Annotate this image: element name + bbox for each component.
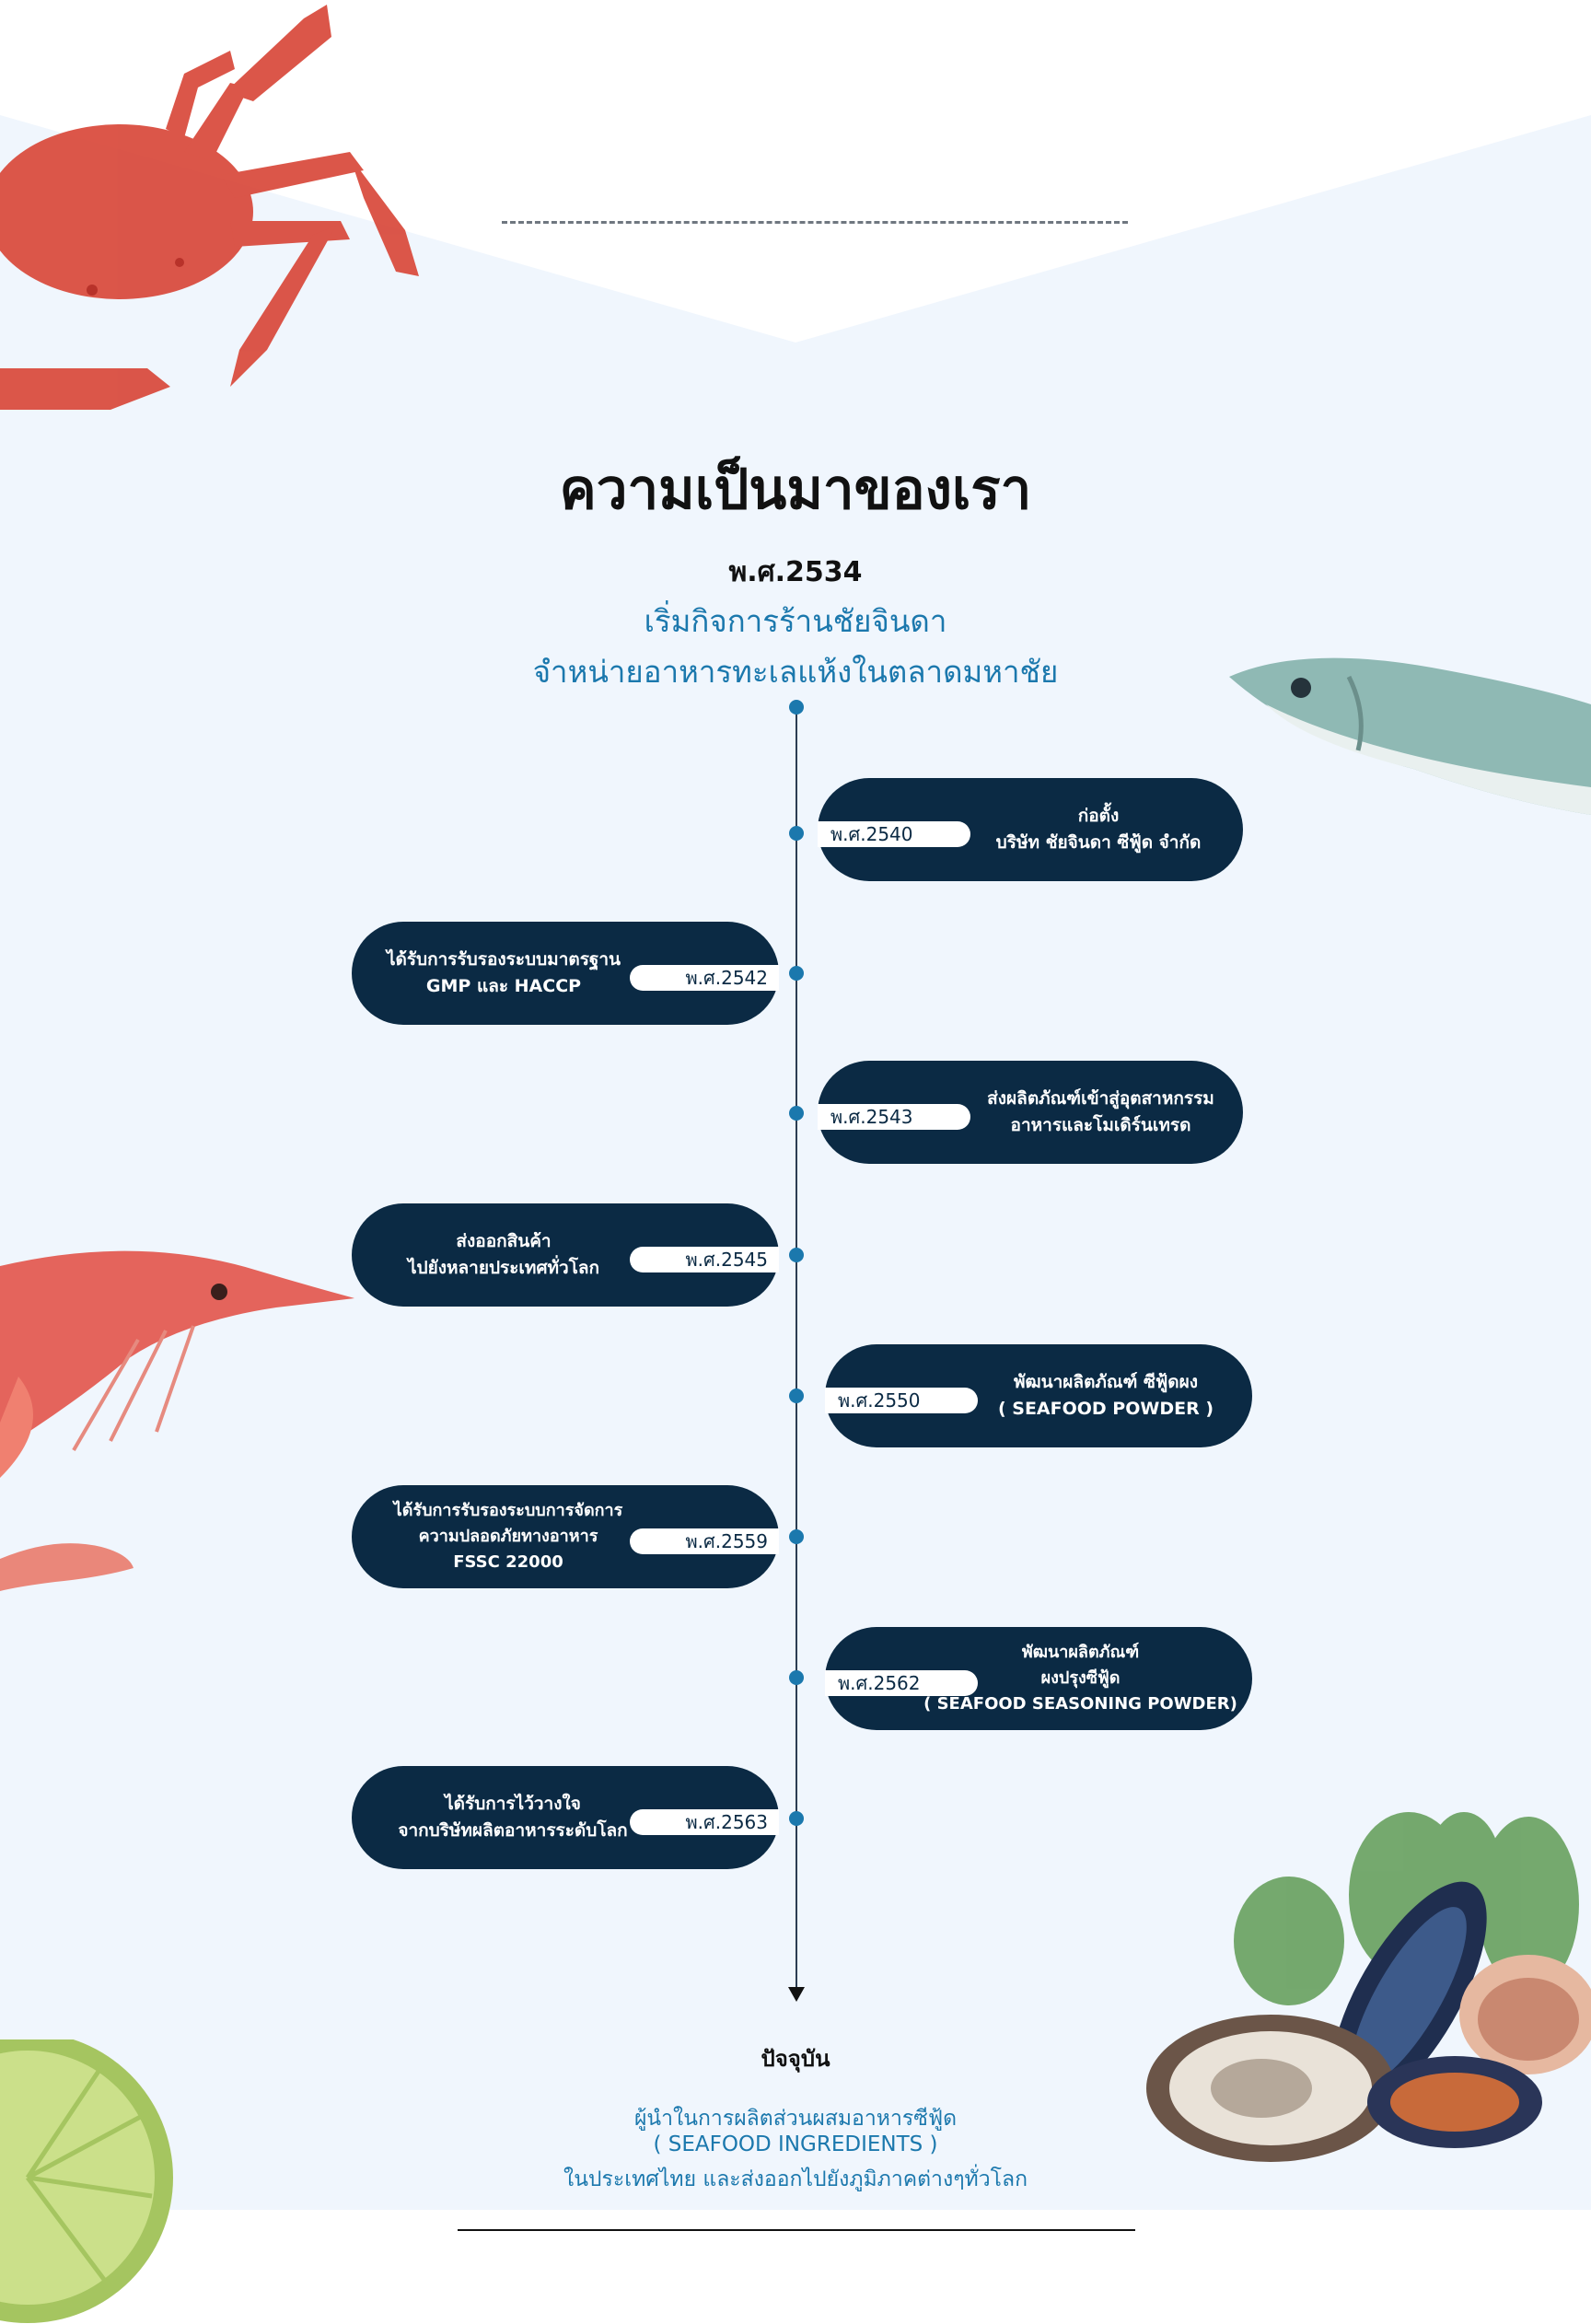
timeline-dot — [789, 1389, 804, 1403]
milestone-line: ผงปรุงซีฟู้ด — [1040, 1668, 1121, 1688]
milestone-line: ความปลอดภัยทางอาหาร — [418, 1527, 598, 1546]
milestone-text — [379, 1485, 637, 1588]
milestone-text — [981, 1344, 1230, 1447]
milestone-line: ก่อตั้ง — [1077, 806, 1120, 826]
present-line-3: ในประเทศไทย และส่งออกไปยังภูมิภาคต่างๆทั่วโลก — [563, 2167, 1028, 2191]
timeline-dot — [789, 1670, 804, 1685]
present-line-1: ผู้นำในการผลิตส่วนผสมอาหารซีฟู้ด — [633, 2107, 958, 2131]
milestone-line: อาหารและโมเดิร์นเทรด — [1010, 1115, 1191, 1135]
present-label: ปัจจุบัน — [761, 2046, 830, 2072]
timeline-dot — [789, 1248, 804, 1262]
milestone-year: พ.ศ.2559 — [630, 1528, 779, 1554]
milestone-text — [970, 1061, 1232, 1164]
shrimp-illustration — [0, 1238, 359, 1478]
milestone-line: ได้รับการรับรองระบบมาตรฐาน — [386, 949, 621, 970]
milestone-card — [352, 1203, 779, 1307]
milestone-text — [922, 1627, 1239, 1730]
milestone-card — [818, 778, 1243, 881]
present-line-2: ( SEAFOOD INGREDIENTS ) — [653, 2132, 938, 2156]
milestone-text — [974, 778, 1223, 881]
milestone-line: พัฒนาผลิตภัณฑ์ ซีฟู้ดผง — [1013, 1372, 1199, 1392]
bottom-divider — [458, 2229, 1135, 2231]
intro-year: พ.ศ.2534 — [728, 556, 863, 588]
milestone-line: GMP และ HACCP — [425, 976, 582, 996]
milestone-card — [825, 1627, 1252, 1730]
timeline-dot — [789, 1529, 804, 1544]
milestone-line: ( SEAFOOD POWDER ) — [997, 1399, 1214, 1419]
milestone-year: พ.ศ.2545 — [630, 1247, 779, 1272]
milestone-line: ได้รับการรับรองระบบการจัดการ — [393, 1501, 623, 1520]
milestone-line: FSSC 22000 — [453, 1552, 563, 1572]
milestone-year: พ.ศ.2550 — [825, 1388, 978, 1413]
small-shrimp-illustration — [0, 1536, 138, 1596]
timeline-axis — [796, 705, 797, 1994]
milestone-text — [389, 1766, 637, 1869]
milestone-card — [352, 1766, 779, 1869]
milestone-year: พ.ศ.2543 — [818, 1104, 970, 1130]
intro-line-2: จำหน่ายอาหารทะเลแห้งในตลาดมหาชัย — [532, 654, 1059, 690]
milestone-text — [379, 1203, 628, 1307]
timeline-dot — [789, 1106, 804, 1121]
milestone-year: พ.ศ.2563 — [630, 1809, 779, 1835]
timeline-dot — [789, 1811, 804, 1826]
milestone-line: ส่งผลิตภัณฑ์เข้าสู่อุตสาหกรรม — [987, 1088, 1214, 1109]
milestone-line: ได้รับการไว้วางใจ — [445, 1794, 581, 1814]
milestone-year: พ.ศ.2562 — [825, 1670, 978, 1696]
milestone-line: พัฒนาผลิตภัณฑ์ — [1021, 1643, 1140, 1662]
milestone-card — [352, 922, 779, 1025]
intro-line-1: เริ่มกิจการร้านชัยจินดา — [644, 603, 947, 639]
milestone-line: ส่งออกสินค้า — [456, 1231, 552, 1251]
milestone-year: พ.ศ.2540 — [818, 821, 970, 847]
milestone-line: ไปยังหลายประเทศทั่วโลก — [407, 1258, 600, 1278]
milestone-text — [370, 922, 637, 1025]
milestone-line: บริษัท ชัยจินดา ซีฟู้ด จำกัด — [995, 832, 1202, 853]
milestone-card — [352, 1485, 779, 1588]
timeline-start-dot — [789, 700, 804, 715]
milestone-year: พ.ศ.2542 — [630, 965, 779, 991]
timeline-dot — [789, 966, 804, 981]
timeline-arrow-icon — [788, 1987, 805, 2002]
milestone-card — [825, 1344, 1252, 1447]
timeline-dot — [789, 826, 804, 841]
milestone-card — [818, 1061, 1243, 1164]
dashed-divider — [502, 221, 1128, 224]
milestone-line: ( SEAFOOD SEASONING POWDER) — [923, 1694, 1237, 1714]
milestone-line: จากบริษัทผลิตอาหารระดับโลก — [398, 1820, 628, 1841]
crab-illustration — [0, 0, 424, 424]
page-title: ความเป็นมาของเรา — [559, 458, 1032, 522]
